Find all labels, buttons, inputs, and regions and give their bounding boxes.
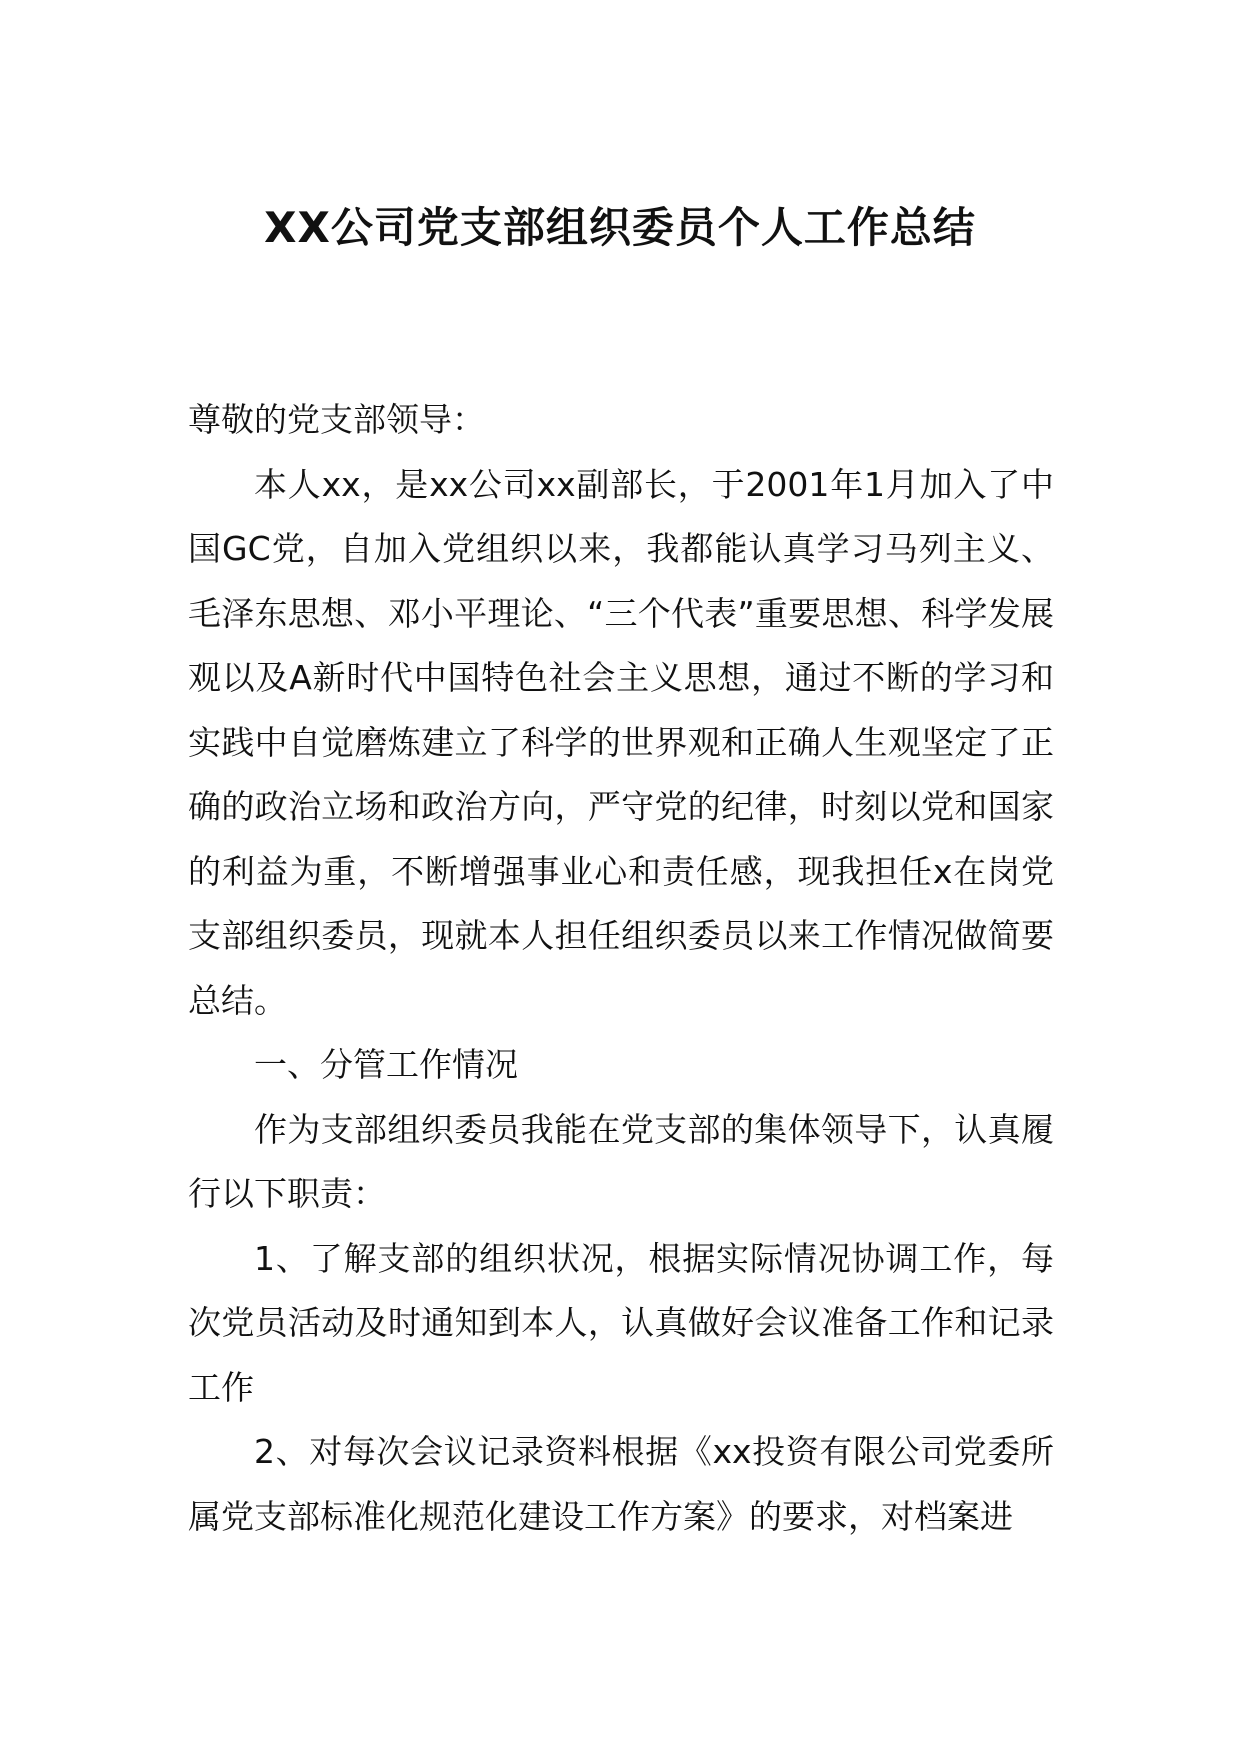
document-title: XX公司党支部组织委员个人工作总结 [264, 203, 976, 252]
salutation: 尊敬的党支部领导： [188, 400, 485, 439]
paragraph-intro: 本人xx，是xx公司xx副部长，于2001年1月加入了中国GC党，自加入党组织以来，我都能认真学习马列主义、毛泽东思想、邓小平理论、“三个代表”重要思想、科学发展观以及A新时代中国特色社会主义思想，通过不断的学习和实践中自觉磨炼建立了科学的世界观和正确人生观坚定了正确的政治立场和政治方向，严守党的纪律，时刻以党和国家的利益为重，不断增强事业心和责任感，现我担任x在岗党支部组织委员，现就本人担任组织委员以来工作情况做简要总结。 [188, 464, 1054, 1020]
paragraph-duties-intro: 作为支部组织委员我能在党支部的集体领导下，认真履行以下职责： [188, 1109, 1054, 1213]
document-body [188, 388, 1054, 1549]
section-heading: 一、分管工作情况 [254, 1045, 518, 1084]
paragraph-duty-2: 2、对每次会议记录资料根据《xx投资有限公司党委所属党支部标准化规范化建设工作方案》的要求，对档案进 [188, 1432, 1054, 1536]
paragraph-duty-1: 1、了解支部的组织状况，根据实际情况协调工作，每次党员活动及时通知到本人，认真做好会议准备工作和记录工作 [188, 1238, 1054, 1407]
